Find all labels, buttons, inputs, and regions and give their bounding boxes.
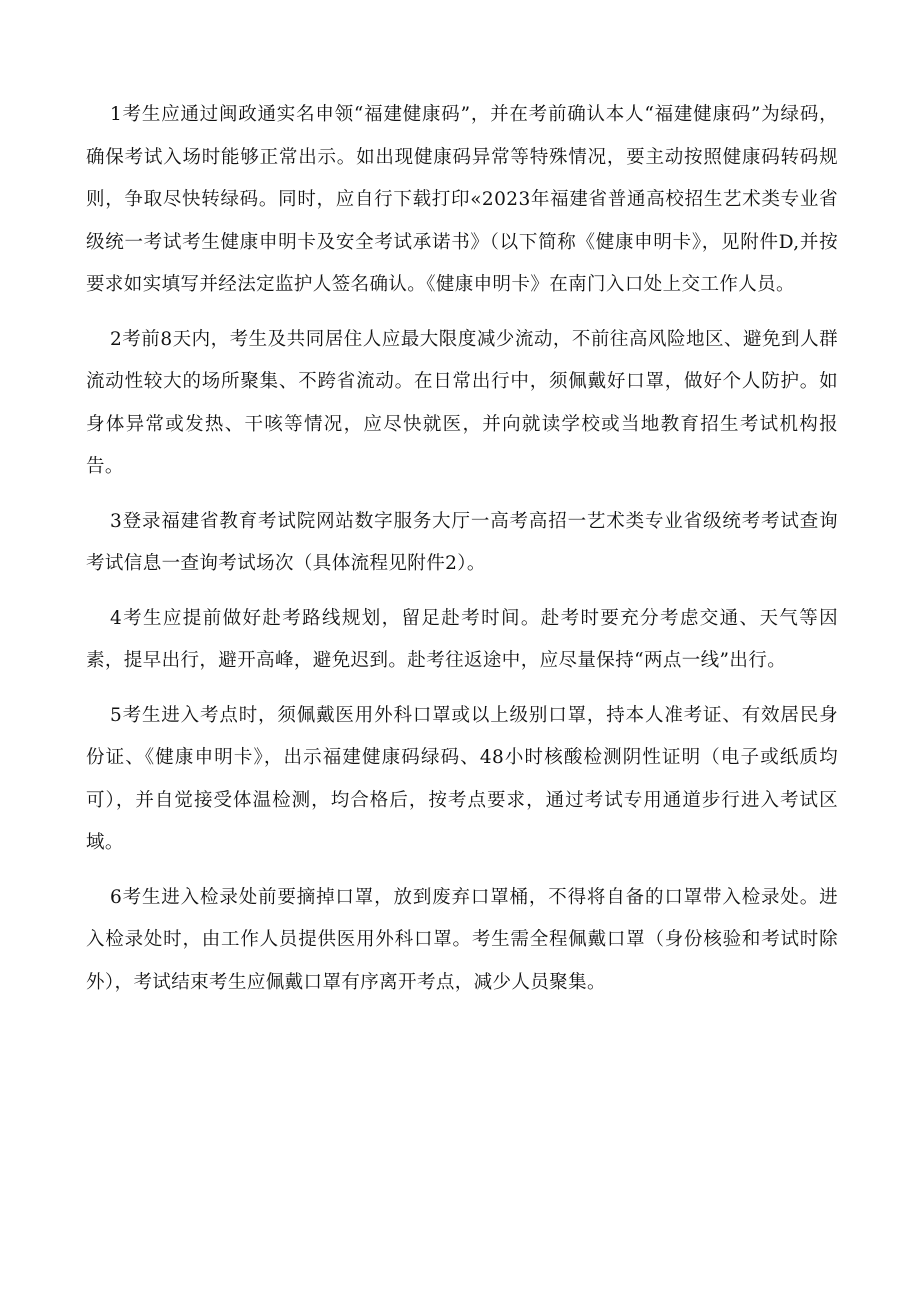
paragraph-6: 6考生进入检录处前要摘掉口罩，放到废弃口罩桶，不得将自备的口罩带入检录处。进入检录处时，由工作人员提供医用外科口罩。考生需全程佩戴口罩（身份核验和考试时除外），考试结束考生应佩戴口罩有序离开考点，减少人员聚集。 xyxy=(86,886,838,993)
document-body xyxy=(86,94,838,1016)
paragraph-3: 3登录福建省教育考试院网站数字服务大厅一高考高招一艺术类专业省级统考考试查询考试信息一查询考试场次（具体流程见附件2）。 xyxy=(86,510,838,574)
paragraph-1: 1考生应通过闽政通实名申领“福建健康码”，并在考前确认本人“福建健康码”为绿码，确保考试入场时能够正常出示。如出现健康码异常等特殊情况，要主动按照健康码转码规则，争取尽快转绿码。同时，应自行下载打印«2023年福建省普通高校招生艺术类专业省级统一考试考生健康申明卡及安全考试承诺书》（以下简称《健康申明卡》，见附件D,并按要求如实填写并经法定监护人签名确认。《健康申明卡》在南门入口处上交工作人员。 xyxy=(86,104,838,295)
paragraph-5: 5考生进入考点时，须佩戴医用外科口罩或以上级别口罩，持本人准考证、有效居民身份证、《健康申明卡》，出示福建健康码绿码、48小时核酸检测阴性证明（电子或纸质均可），并自觉接受体温检测，均合格后，按考点要求，通过考试专用通道步行进入考试区域。 xyxy=(86,704,838,853)
paragraph-2: 2考前8天内，考生及共同居住人应最大限度减少流动，不前往高风险地区、避免到人群流动性较大的场所聚集、不跨省流动。在日常出行中，须佩戴好口罩，做好个人防护。如身体异常或发热、干咳等情况，应尽快就医，并向就读学校或当地教育招生考试机构报告。 xyxy=(86,328,838,477)
paragraph-4: 4考生应提前做好赴考路线规划，留足赴考时间。赴考时要充分考虑交通、天气等因素，提早出行，避开高峰，避免迟到。赴考往返途中，应尽量保持“两点一线”出行。 xyxy=(86,607,838,671)
